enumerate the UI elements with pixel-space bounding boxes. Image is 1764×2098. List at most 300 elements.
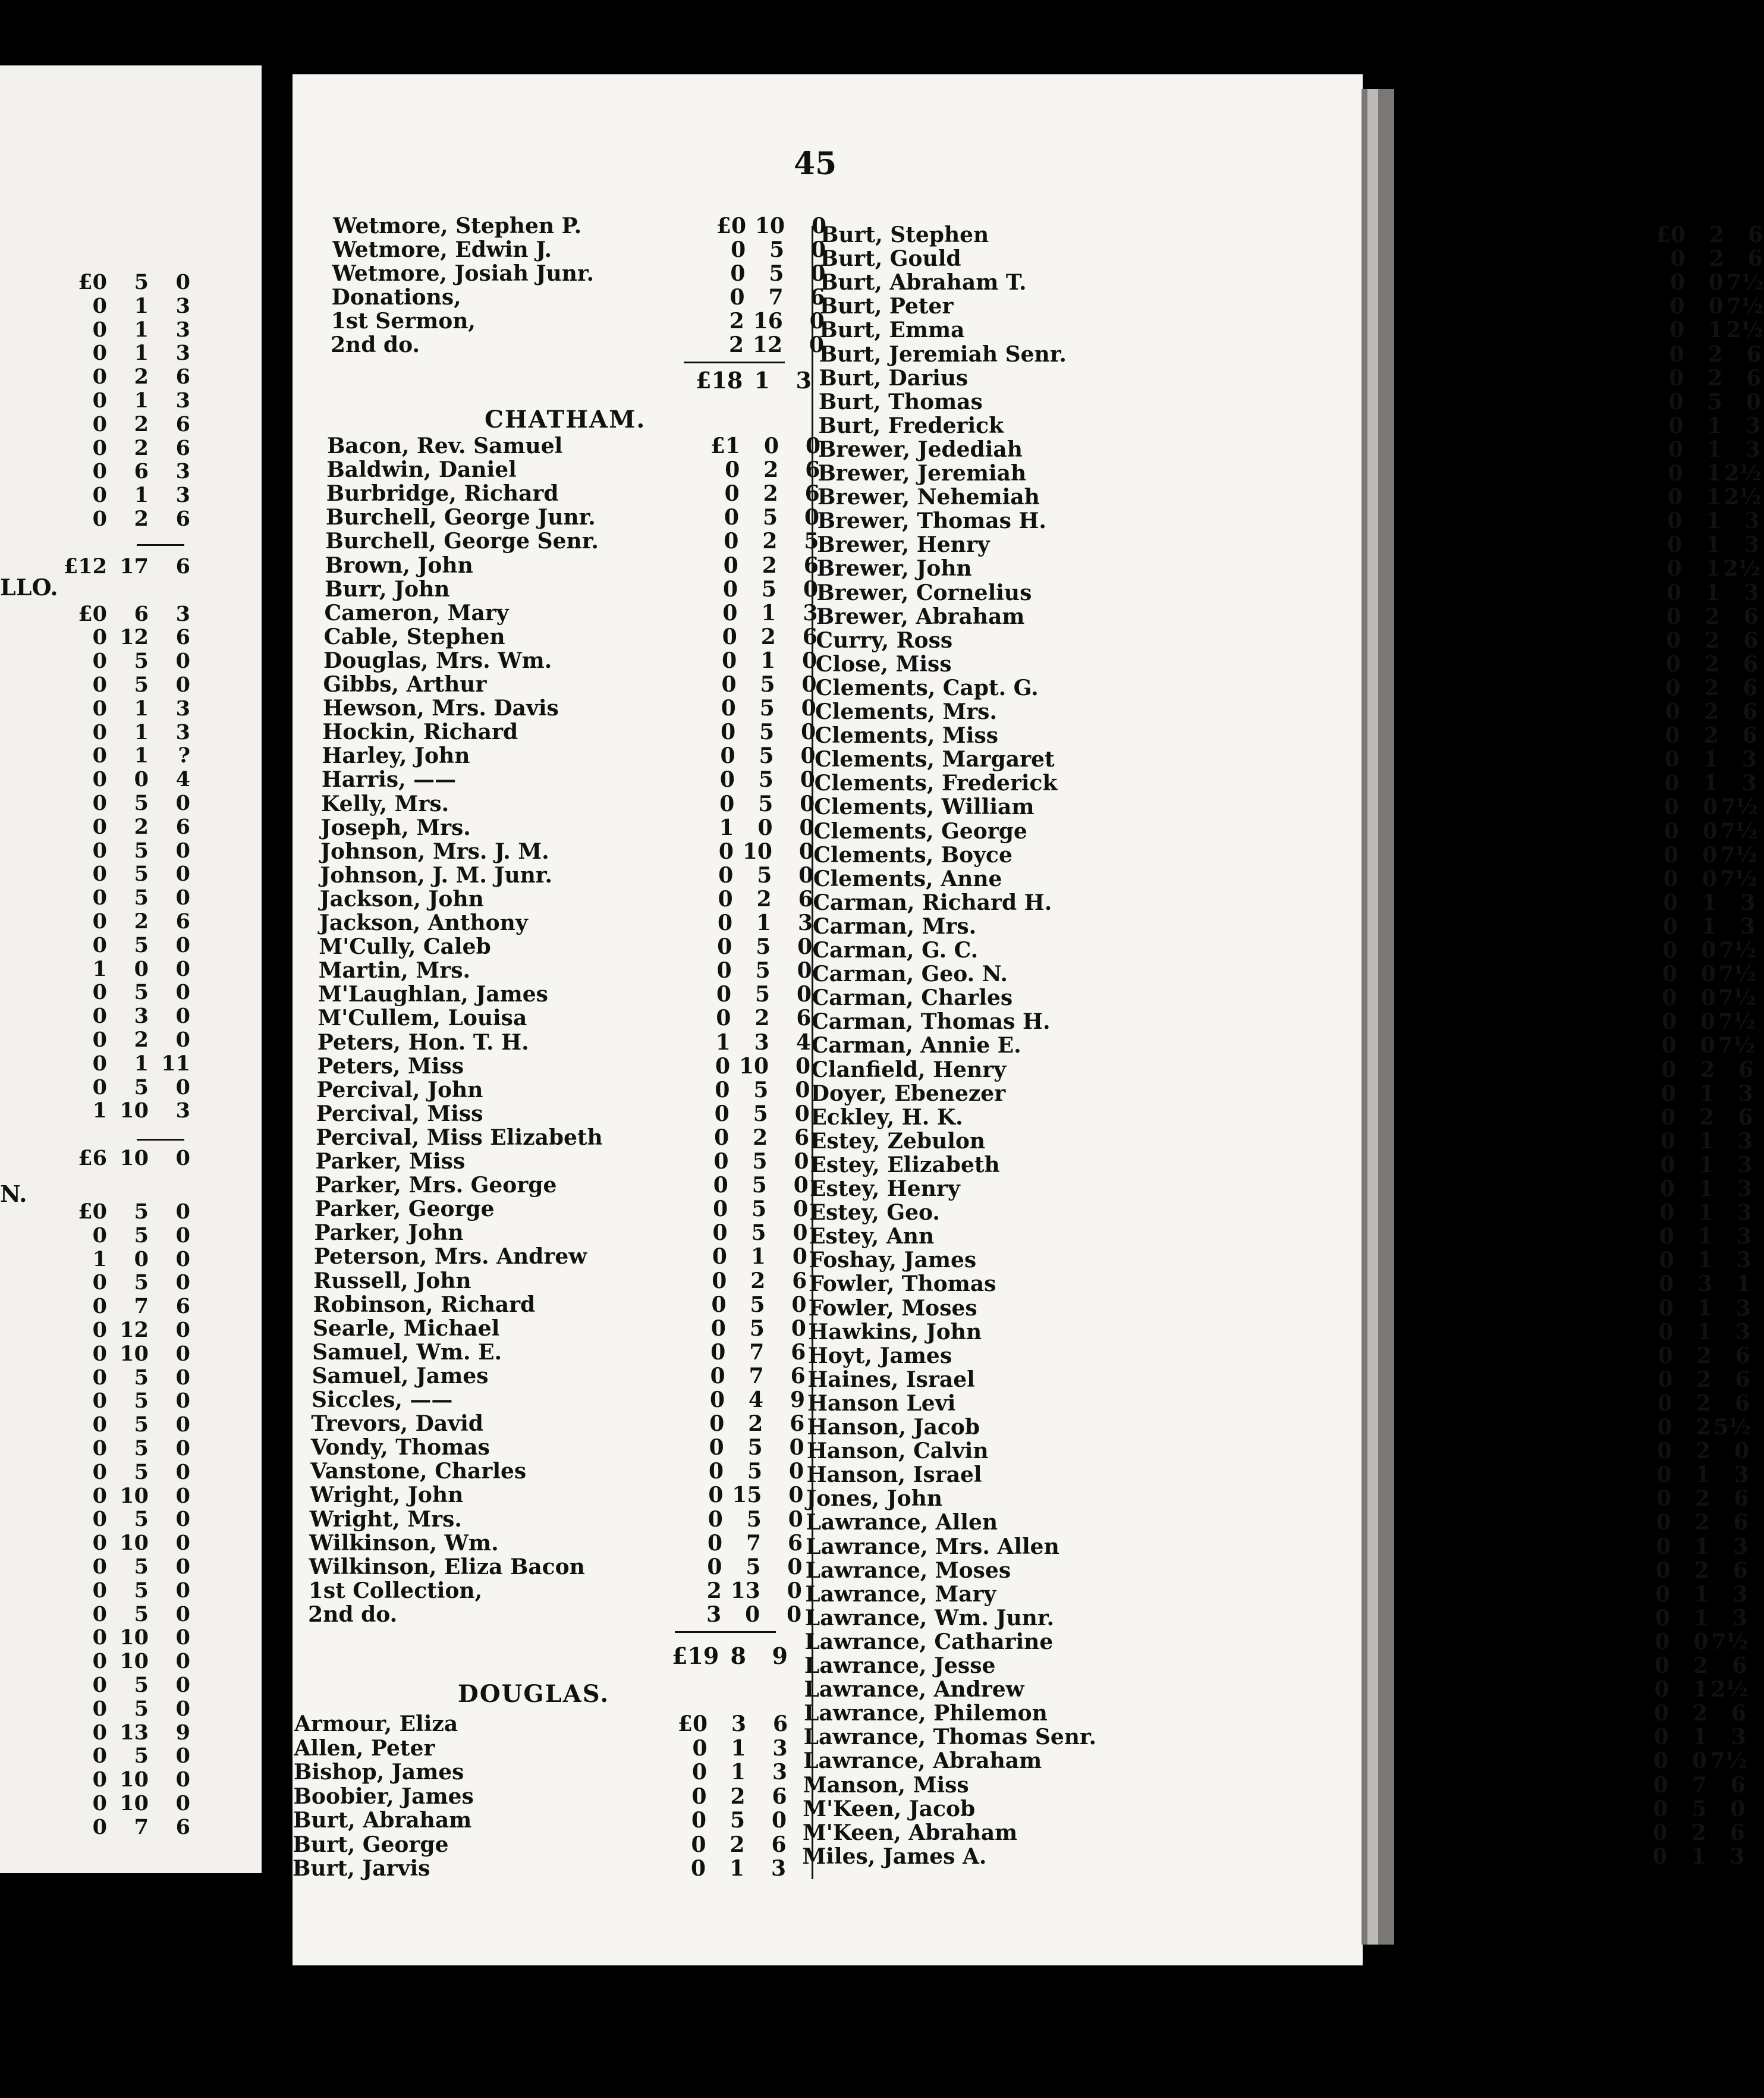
- amount-pounds: 0: [92, 1294, 107, 1319]
- amount-shillings: 3: [134, 1004, 149, 1029]
- amount-pounds: 0: [92, 412, 107, 436]
- amount-pence: 0: [793, 1220, 808, 1246]
- amount-shillings: 5: [751, 1196, 767, 1222]
- amount-pounds: 0: [1669, 318, 1685, 343]
- subscriber-name: Hoyt, James: [807, 1343, 952, 1368]
- amount-pence: 0: [175, 1075, 190, 1100]
- amount-pence: 6: [175, 909, 190, 934]
- amount-pounds: 0: [1666, 580, 1682, 605]
- amount-pounds: 0: [715, 1053, 731, 1079]
- amount-pence: 6: [790, 1363, 806, 1389]
- amount-pence: 0: [788, 1483, 804, 1508]
- amount-pence: 0: [800, 791, 815, 816]
- amount-pence: 6: [1743, 604, 1759, 629]
- left-page-heading-fragment: N.: [0, 1180, 27, 1207]
- amount-shillings: 2: [762, 552, 777, 578]
- amount-pence: 2½: [1724, 461, 1762, 486]
- amount-pence: 7½: [1720, 842, 1757, 868]
- subscriber-name: Lawrance, Thomas Senr.: [803, 1725, 1097, 1750]
- amount-shillings: 12: [120, 625, 149, 650]
- subscriber-name: Eckley, H. K.: [810, 1104, 963, 1130]
- amount-pounds: 0: [1670, 270, 1686, 296]
- amount-pounds: 0: [1658, 1295, 1674, 1321]
- amount-pence: 0: [175, 885, 190, 910]
- amount-shillings: 5: [134, 1075, 149, 1100]
- amount-shillings: 2: [1709, 222, 1724, 247]
- amount-pounds: 0: [718, 886, 733, 912]
- amount-shillings: 12: [120, 1318, 149, 1342]
- amount-pounds: 0: [723, 552, 738, 578]
- page-number: 45: [794, 146, 837, 182]
- subscriber-name: Jackson, Anthony: [319, 910, 528, 935]
- amount-pence: 6: [802, 624, 817, 649]
- amount-pence: 11: [161, 1051, 190, 1076]
- amount-pence: 0: [175, 1673, 190, 1697]
- amount-pounds: 0: [92, 1365, 107, 1390]
- amount-shillings: 2: [1705, 604, 1720, 629]
- subscriber-name: Hanson Levi: [807, 1390, 956, 1416]
- subscriber-name: Joseph, Mrs.: [320, 815, 471, 840]
- left-amount-row: [42, 815, 190, 839]
- amount-shillings: 2: [1696, 1415, 1711, 1440]
- amount-shillings: 1: [731, 1735, 746, 1761]
- subscriber-name: Percival, Miss: [316, 1101, 483, 1126]
- amount-pence: 3: [1737, 1176, 1752, 1201]
- amount-pounds: 0: [1661, 1081, 1676, 1106]
- amount-pounds: 0: [1664, 794, 1680, 820]
- amount-pence: 0: [175, 1246, 190, 1271]
- subscriber-name: Brewer, Henry: [817, 532, 990, 558]
- amount-pence: 0: [175, 1146, 190, 1171]
- amount-pence: 0: [175, 1223, 190, 1248]
- subscriber-name: Trevors, David: [311, 1411, 483, 1437]
- amount-pounds: £0: [78, 601, 107, 626]
- subscriber-name: Hockin, Richard: [322, 720, 518, 745]
- amount-shillings: 1: [1706, 508, 1721, 534]
- amount-pounds: 0: [1655, 1557, 1671, 1583]
- subscriber-name: Cable, Stephen: [323, 624, 505, 649]
- amount-pounds: 0: [719, 767, 735, 793]
- amount-pounds: 0: [708, 1506, 723, 1532]
- amount-pounds: 0: [92, 317, 107, 342]
- amount-pounds: 0: [1658, 1319, 1674, 1345]
- amount-pounds: 0: [690, 1856, 706, 1881]
- amount-pounds: £18: [696, 367, 743, 394]
- amount-pounds: 0: [1661, 1104, 1676, 1130]
- subscriber-name: Close, Miss: [815, 651, 952, 677]
- amount-pounds: £0: [677, 1711, 708, 1736]
- amount-pence: 6: [798, 886, 813, 912]
- amount-shillings: 5: [134, 1365, 149, 1390]
- amount-pounds: 0: [1662, 938, 1678, 963]
- subscriber-name: Hewson, Mrs. Davis: [322, 696, 559, 721]
- amount-shillings: 2: [1700, 1057, 1715, 1082]
- amount-pence: 2½: [1710, 1677, 1749, 1703]
- amount-pence: 0: [800, 743, 816, 769]
- amount-shillings: 7: [134, 1814, 149, 1839]
- amount-shillings: 1: [1697, 1248, 1713, 1273]
- amount-shillings: 3: [754, 1029, 769, 1055]
- amount-pounds: 0: [1665, 747, 1680, 772]
- left-amount-row: [42, 1484, 190, 1508]
- subscriber-name: 1st Sermon,: [331, 309, 476, 334]
- amount-pounds: 0: [92, 980, 107, 1005]
- amount-pence: 6: [1746, 365, 1762, 391]
- amount-pence: 6: [805, 457, 820, 483]
- amount-shillings: 2: [134, 1028, 149, 1052]
- amount-pence: 6: [1731, 1701, 1747, 1726]
- amount-pounds: 0: [713, 1149, 729, 1174]
- amount-pence: 0: [175, 1601, 190, 1626]
- amount-shillings: 1: [1691, 1843, 1706, 1869]
- subscriber-name: Wilkinson, Wm.: [309, 1530, 499, 1556]
- amount-pounds: 0: [92, 365, 107, 390]
- amount-pence: 1: [1736, 1271, 1752, 1297]
- amount-pounds: 0: [92, 720, 107, 745]
- amount-pounds: 0: [1667, 532, 1683, 558]
- left-amount-row: [42, 1603, 190, 1626]
- amount-pounds: 0: [92, 1318, 107, 1342]
- amount-shillings: 5: [134, 791, 149, 815]
- left-amount-row: [42, 1792, 190, 1816]
- amount-shillings: 10: [120, 1146, 149, 1171]
- left-amount-row: [42, 1147, 190, 1170]
- amount-pence: 6: [1742, 723, 1757, 749]
- subscriber-name: Hanson, Israel: [806, 1462, 982, 1488]
- amount-shillings: 2: [1703, 723, 1719, 749]
- amount-shillings: 5: [134, 885, 149, 910]
- subscriber-name: Lawrance, Mary: [805, 1581, 996, 1607]
- amount-shillings: 1: [1695, 1462, 1710, 1488]
- amount-shillings: 5: [134, 862, 149, 887]
- amount-pounds: 0: [1658, 1343, 1673, 1368]
- amount-pence: 6: [788, 1530, 803, 1556]
- left-amount-row: [42, 341, 190, 365]
- amount-shillings: 2: [760, 624, 776, 649]
- amount-pence: 6: [175, 1814, 190, 1839]
- amount-shillings: 2: [1693, 1653, 1708, 1678]
- left-amount-row: [42, 1437, 190, 1461]
- amount-pence: 3: [1744, 580, 1759, 605]
- subscriber-name: Lawrance, Andrew: [804, 1677, 1024, 1703]
- amount-shillings: 10: [742, 838, 772, 864]
- amount-pence: 3: [1736, 1248, 1752, 1273]
- amount-pence: 7½: [1719, 866, 1757, 891]
- amount-shillings: 1: [1699, 1128, 1714, 1154]
- subscriber-name: Miles, James A.: [802, 1843, 987, 1869]
- left-amount-row: [42, 1555, 190, 1579]
- amount-pence: 0: [796, 982, 812, 1007]
- amount-pounds: 0: [92, 1720, 107, 1745]
- amount-shillings: 1: [1698, 1176, 1713, 1201]
- amount-pence: ?: [178, 743, 190, 768]
- subscriber-name: Lawrance, Jesse: [804, 1653, 996, 1678]
- subscriber-name: Parker, John: [314, 1220, 464, 1246]
- amount-shillings: 2: [730, 1783, 746, 1809]
- subscriber-name: Lawrance, Moses: [805, 1557, 1011, 1583]
- amount-shillings: 0: [134, 767, 149, 792]
- amount-shillings: 5: [759, 696, 775, 721]
- amount-pence: 0: [810, 261, 826, 286]
- amount-pence: 6: [792, 1268, 807, 1293]
- amount-pence: 6: [1743, 675, 1758, 701]
- amount-pounds: 0: [713, 1196, 728, 1222]
- amount-pence: 3: [1735, 1295, 1751, 1321]
- amount-pence: 6: [803, 552, 819, 578]
- subscriber-name: Lawrance, Allen: [806, 1510, 998, 1535]
- subscriber-name: Lawrance, Catharine: [804, 1629, 1054, 1654]
- amount-pence: 0: [175, 956, 190, 981]
- amount-pence: 3: [1731, 1725, 1746, 1750]
- amount-pence: 6: [1735, 1343, 1750, 1368]
- amount-shillings: 5: [1691, 1796, 1707, 1821]
- amount-pence: 3: [175, 720, 190, 745]
- amount-pounds: 0: [1662, 985, 1677, 1011]
- amount-pence: 0: [805, 434, 820, 458]
- amount-shillings: 5: [757, 862, 772, 888]
- amount-pounds: 1: [719, 815, 734, 840]
- left-amount-row: [42, 1224, 190, 1248]
- amount-pence: 3: [772, 1760, 787, 1785]
- amount-pounds: 0: [717, 910, 732, 935]
- amount-pounds: 0: [1659, 1224, 1675, 1249]
- amount-pence: 0: [804, 505, 820, 530]
- amount-shillings: 2: [1691, 1820, 1706, 1845]
- amount-shillings: 5: [134, 1696, 149, 1721]
- amount-pounds: 0: [721, 720, 736, 745]
- subscriber-name: Carman, Richard H.: [813, 890, 1052, 915]
- amount-shillings: 2: [1696, 1390, 1711, 1416]
- subscriber-name: Bacon, Rev. Samuel: [327, 434, 563, 458]
- subscriber-name: Harley, John: [322, 743, 470, 769]
- amount-pence: 3: [797, 910, 813, 935]
- amount-pence: 0: [175, 1767, 190, 1792]
- amount-shillings: 1: [1703, 771, 1718, 796]
- amount-shillings: 7: [134, 1294, 149, 1319]
- amount-pence: 3: [1740, 913, 1755, 939]
- amount-pence: 0: [1730, 1796, 1746, 1821]
- amount-shillings: 2: [1694, 1510, 1710, 1535]
- amount-shillings: 2: [753, 1125, 768, 1150]
- amount-pounds: 0: [718, 838, 734, 864]
- total-rule: [684, 362, 785, 363]
- amount-shillings: 5: [730, 1808, 745, 1833]
- amount-shillings: 0: [1700, 985, 1716, 1011]
- amount-pence: 6: [175, 814, 190, 839]
- subscriber-name: Fowler, Thomas: [809, 1271, 996, 1297]
- amount-pounds: 0: [92, 1531, 107, 1556]
- amount-pence: 0: [789, 1435, 804, 1461]
- amount-shillings: 2: [763, 457, 779, 483]
- amount-pounds: 0: [1665, 699, 1680, 724]
- amount-shillings: 2: [1704, 675, 1719, 701]
- amount-pence: 3: [175, 341, 190, 366]
- subscriber-name: Burt, Jarvis: [293, 1856, 430, 1881]
- amount-pence: 3: [175, 293, 190, 318]
- subscriber-name: Harris, ——: [321, 767, 457, 793]
- subscriber-name: Douglas, Mrs. Wm.: [323, 648, 552, 673]
- amount-pence: 0: [175, 1318, 190, 1342]
- amount-shillings: 5: [749, 1315, 765, 1341]
- left-amount-row: [42, 1816, 190, 1839]
- amount-shillings: 5: [754, 982, 771, 1007]
- amount-shillings: 5: [751, 1220, 766, 1246]
- amount-pence: 6: [175, 507, 190, 531]
- amount-pounds: 0: [692, 1735, 708, 1761]
- amount-shillings: 5: [134, 980, 149, 1005]
- amount-pence: 0: [175, 1578, 190, 1603]
- left-page-heading-fragment: LLO.: [0, 574, 58, 601]
- amount-pounds: 0: [708, 1530, 723, 1556]
- amount-pence: 6: [1747, 222, 1763, 247]
- book-spine-edge: [1367, 89, 1378, 1945]
- subscriber-name: Burt, Gould: [820, 246, 961, 272]
- amount-shillings: 5: [134, 1554, 149, 1579]
- amount-shillings: 2: [134, 435, 149, 460]
- subscriber-name: Parker, Mrs. George: [315, 1173, 557, 1198]
- amount-shillings: 5: [134, 1459, 149, 1484]
- amount-shillings: 1: [1705, 580, 1721, 605]
- amount-pounds: 0: [707, 1554, 722, 1579]
- amount-shillings: 2: [134, 909, 149, 934]
- amount-shillings: 2: [754, 1006, 770, 1031]
- amount-shillings: 7: [749, 1363, 764, 1389]
- amount-pounds: 0: [1664, 771, 1680, 796]
- amount-pence: 0: [801, 720, 816, 745]
- subscriber-name: Burt, Darius: [819, 365, 969, 391]
- amount-pence: 3: [175, 601, 190, 626]
- amount-pounds: 0: [92, 1578, 107, 1603]
- amount-shillings: 2: [1699, 1104, 1715, 1130]
- amount-shillings: 2: [1704, 651, 1719, 677]
- amount-pence: 0: [175, 1004, 190, 1029]
- amount-shillings: 10: [120, 1791, 149, 1816]
- amount-shillings: 1: [760, 648, 776, 673]
- amount-pounds: 0: [1668, 461, 1683, 486]
- amount-pence: 0: [799, 815, 815, 840]
- amount-pence: 0: [802, 648, 817, 673]
- amount-pence: 6: [794, 1125, 810, 1150]
- amount-pence: 0: [797, 958, 812, 984]
- subscriber-name: Peterson, Mrs. Andrew: [313, 1244, 587, 1270]
- amount-pounds: £19: [672, 1642, 719, 1669]
- amount-shillings: 1: [134, 743, 149, 768]
- amount-pounds: 2: [729, 309, 744, 334]
- amount-pounds: 0: [1656, 1439, 1672, 1464]
- amount-pounds: 0: [730, 261, 746, 286]
- subscriber-name: Wetmore, Josiah Junr.: [332, 261, 595, 286]
- amount-pounds: 0: [717, 934, 732, 960]
- total-rule: [137, 1139, 184, 1141]
- subscriber-name: Parker, Miss: [315, 1149, 466, 1174]
- left-amount-row: [42, 1507, 190, 1531]
- amount-shillings: 16: [753, 309, 783, 334]
- left-amount-row: [42, 673, 190, 697]
- amount-pence: 0: [797, 934, 813, 960]
- amount-pounds: 0: [709, 1411, 725, 1437]
- amount-pounds: 0: [92, 885, 107, 910]
- amount-shillings: 1: [1701, 913, 1716, 939]
- amount-shillings: 5: [746, 1506, 762, 1532]
- amount-pence: 6: [771, 1832, 787, 1857]
- left-amount-row: [42, 1461, 190, 1484]
- amount-pence: 7½: [1711, 1629, 1749, 1654]
- left-amount-row: [42, 792, 190, 815]
- subscriber-name: Burt, Abraham T.: [820, 270, 1027, 296]
- amount-pence: 3: [803, 600, 818, 626]
- subscriber-name: Burr, John: [325, 576, 450, 602]
- amount-pence: 6: [772, 1783, 787, 1809]
- amount-pounds: 0: [1663, 866, 1678, 891]
- amount-pounds: 0: [725, 457, 740, 483]
- subscriber-name: Brewer, Cornelius: [816, 580, 1032, 605]
- amount-pounds: £12: [63, 554, 107, 579]
- amount-pounds: 0: [1664, 818, 1679, 844]
- left-amount-row: [42, 318, 190, 342]
- amount-pence: 7½: [1718, 985, 1756, 1011]
- amount-shillings: 5: [769, 261, 784, 286]
- amount-pence: 6: [1734, 1486, 1749, 1512]
- amount-pence: 3: [1737, 1200, 1752, 1226]
- left-amount-row: [42, 1721, 190, 1745]
- amount-shillings: 1: [1693, 1677, 1708, 1703]
- amount-pounds: 0: [1669, 341, 1684, 367]
- amount-shillings: 0: [1700, 1033, 1715, 1059]
- amount-shillings: 5: [762, 505, 778, 530]
- subscriber-name: Lawrance, Philemon: [804, 1701, 1048, 1726]
- amount-pounds: 0: [92, 838, 107, 863]
- amount-shillings: 5: [1707, 389, 1722, 414]
- amount-shillings: 10: [754, 213, 785, 238]
- subscriber-name: 2nd do.: [331, 332, 420, 357]
- amount-shillings: 3: [731, 1711, 746, 1736]
- amount-shillings: 0: [763, 434, 779, 458]
- amount-shillings: 0: [1692, 1748, 1708, 1774]
- amount-pence: 3: [175, 1098, 190, 1123]
- amount-shillings: 2: [1694, 1557, 1709, 1583]
- amount-pence: 0: [175, 270, 190, 294]
- amount-pounds: 0: [714, 1101, 730, 1126]
- amount-shillings: 1: [1694, 1534, 1710, 1559]
- amount-pence: 0: [175, 1365, 190, 1390]
- amount-pounds: £0: [78, 1199, 107, 1224]
- amount-shillings: 1: [1702, 890, 1717, 915]
- amount-pounds: 0: [92, 767, 107, 792]
- amount-shillings: 1: [134, 720, 149, 745]
- amount-shillings: 10: [120, 1341, 149, 1366]
- amount-shillings: 5: [756, 934, 771, 960]
- amount-pounds: 0: [724, 505, 740, 530]
- amount-pounds: 0: [1661, 1057, 1677, 1082]
- amount-pence: 7½: [1720, 818, 1758, 844]
- amount-shillings: 1: [134, 483, 149, 508]
- amount-pence: 0: [803, 576, 819, 602]
- amount-pounds: 0: [721, 696, 736, 721]
- left-amount-row: [42, 460, 190, 483]
- amount-pence: 6: [1738, 1104, 1753, 1130]
- subscriber-name: Carman, Geo. N.: [812, 962, 1008, 987]
- subscriber-name: 1st Collection,: [308, 1578, 483, 1603]
- amount-pounds: 0: [716, 958, 732, 984]
- amount-shillings: 1: [730, 1760, 746, 1785]
- amount-shillings: 0: [1708, 294, 1724, 319]
- amount-shillings: 2: [756, 886, 772, 912]
- amount-pence: 6: [1734, 1390, 1750, 1416]
- amount-pence: 3: [1735, 1319, 1751, 1345]
- left-amount-row: [42, 934, 190, 957]
- amount-pence: 0: [175, 1625, 190, 1650]
- amount-pence: 7½: [1719, 938, 1757, 963]
